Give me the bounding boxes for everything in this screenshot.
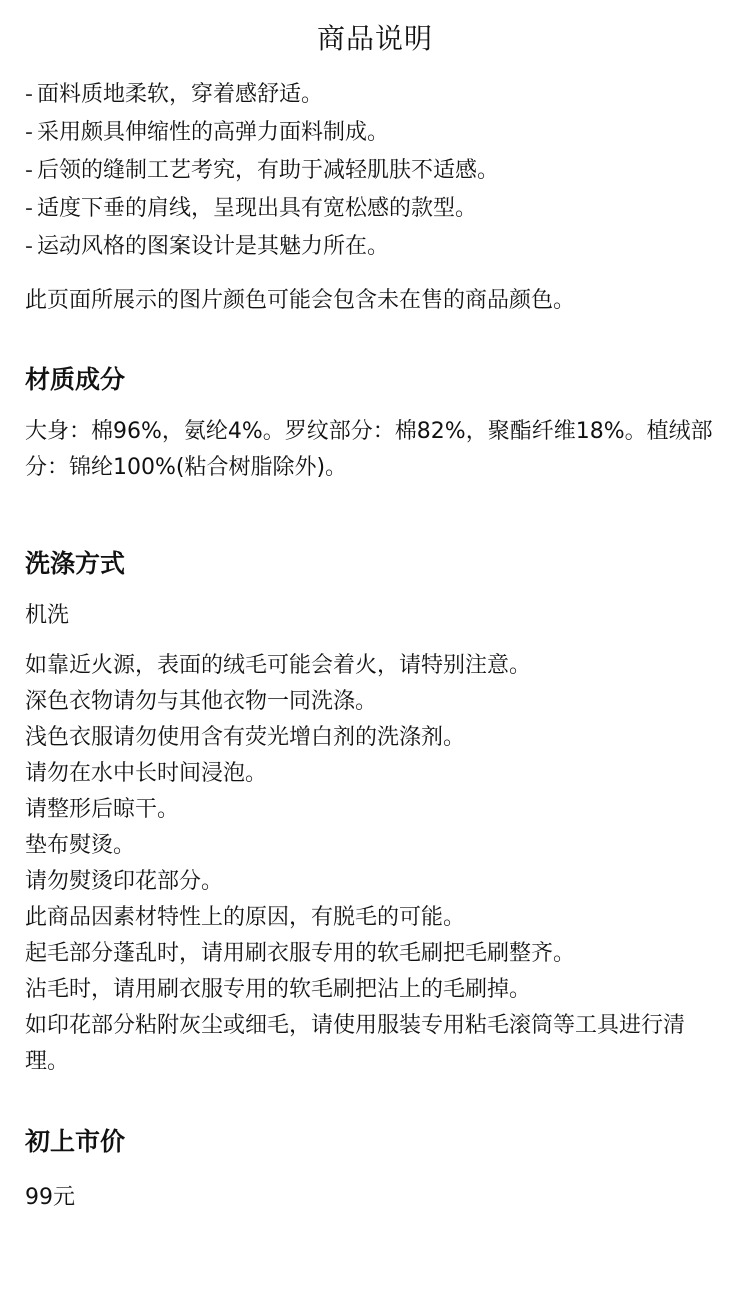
material-heading: 材质成分 <box>25 365 126 394</box>
feature-text: 适度下垂的肩线，呈现出具有宽松感的款型。 <box>37 196 478 221</box>
price-value: 99元 <box>25 1185 75 1210</box>
instruction-item: 请勿在水中长时间浸泡。 <box>25 761 268 786</box>
price-heading: 初上市价 <box>25 1127 126 1156</box>
feature-item <box>25 114 725 152</box>
washing-instructions <box>25 648 725 1080</box>
washing-heading: 洗涤方式 <box>25 549 126 578</box>
bullet-mark: - <box>25 234 33 259</box>
instruction-item: 如印花部分粘附灰尘或细毛，请使用服装专用粘毛滚筒等工具进行清理。 <box>25 1013 686 1074</box>
instruction-item: 浅色衣服请勿使用含有荧光增白剂的洗涤剂。 <box>25 725 466 750</box>
feature-item <box>25 190 725 228</box>
feature-text: 采用颇具伸缩性的高弹力面料制成。 <box>37 120 390 145</box>
page-title: 商品说明 <box>316 22 433 55</box>
feature-text: 面料质地柔软，穿着感舒适。 <box>37 82 324 107</box>
bullet-mark: - <box>25 158 33 183</box>
instruction-item: 请勿熨烫印花部分。 <box>25 869 224 894</box>
instruction-item: 请整形后晾干。 <box>25 797 180 822</box>
feature-text: 后领的缝制工艺考究，有助于减轻肌肤不适感。 <box>37 158 500 183</box>
bullet-mark: - <box>25 82 33 107</box>
bullet-mark: - <box>25 120 33 145</box>
feature-item <box>25 152 725 190</box>
material-composition: 大身：棉96%，氨纶4%。罗纹部分：棉82%，聚酯纤维18%。植绒部分：锦纶100%(粘合树脂除外)。 <box>25 419 713 480</box>
instruction-item: 沾毛时，请用刷衣服专用的软毛刷把沾上的毛刷掉。 <box>25 977 532 1002</box>
instruction-item: 起毛部分蓬乱时，请用刷衣服专用的软毛刷把毛刷整齐。 <box>25 941 576 966</box>
washing-method: 机洗 <box>25 603 70 628</box>
feature-item <box>25 228 725 266</box>
instruction-item: 如靠近火源，表面的绒毛可能会着火，请特别注意。 <box>25 653 532 678</box>
bullet-mark: - <box>25 196 33 221</box>
color-disclaimer: 此页面所展示的图片颜色可能会包含未在售的商品颜色。 <box>25 288 576 313</box>
instruction-item: 此商品因素材特性上的原因，有脱毛的可能。 <box>25 905 466 930</box>
instruction-item: 垫布熨烫。 <box>25 833 136 858</box>
feature-text: 运动风格的图案设计是其魅力所在。 <box>37 234 390 259</box>
feature-item <box>25 76 725 114</box>
feature-list <box>25 76 725 266</box>
instruction-item: 深色衣物请勿与其他衣物一同洗涤。 <box>25 689 378 714</box>
